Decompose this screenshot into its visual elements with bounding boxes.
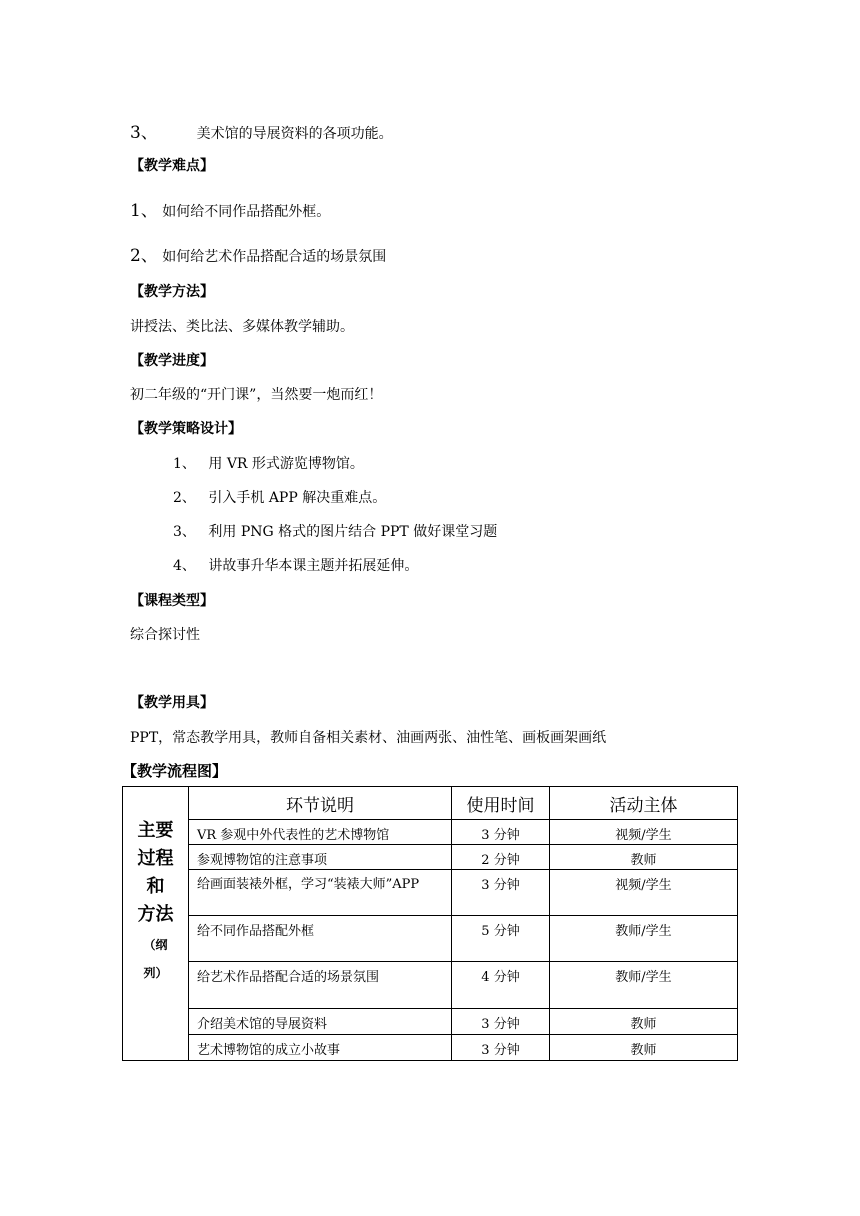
difficulty-item-2-number: 2、 <box>130 246 158 266</box>
row-desc: 参观博物馆的注意事项 <box>189 845 452 870</box>
strategy-item-2-number: 2、 <box>173 490 196 506</box>
row-who: 视频/学生 <box>550 870 738 916</box>
flow-heading: 【教学流程图】 <box>122 762 228 780</box>
table-row <box>123 870 738 916</box>
progress-text: 初二年级的“开门课”，当然要一炮而红！ <box>130 387 383 403</box>
item-3-text: 美术馆的导展资料的各项功能。 <box>196 126 393 142</box>
row-time: 5 分钟 <box>452 916 550 962</box>
difficulty-item-1-number: 1、 <box>130 201 158 221</box>
flow-table <box>122 786 738 1061</box>
strategy-item-3-number: 3、 <box>173 524 196 540</box>
row-time: 4 分钟 <box>452 962 550 1009</box>
table-row <box>123 1035 738 1061</box>
row-who: 教师/学生 <box>550 962 738 1009</box>
strategy-item-2-text: 引入手机 APP 解决重难点。 <box>208 490 387 506</box>
strategy-item-1 <box>173 453 364 473</box>
row-who: 教师 <box>550 845 738 870</box>
flow-side-label <box>123 787 189 1061</box>
side-line-4: 方法 <box>137 904 174 925</box>
course-type-text: 综合探讨性 <box>130 627 200 643</box>
row-time: 3 分钟 <box>452 820 550 845</box>
row-desc: 介绍美术馆的导展资料 <box>189 1009 452 1035</box>
row-who: 教师/学生 <box>550 916 738 962</box>
difficulty-heading: 【教学难点】 <box>130 158 214 174</box>
difficulty-item-1-text: 如何给不同作品搭配外框。 <box>162 204 331 220</box>
table-row <box>123 962 738 1009</box>
strategy-item-3-text: 利用 PNG 格式的图片结合 PPT 做好课堂习题 <box>208 524 498 540</box>
course-type-heading: 【课程类型】 <box>130 593 214 609</box>
header-desc: 环节说明 <box>189 787 452 820</box>
table-row <box>123 1009 738 1035</box>
tools-heading: 【教学用具】 <box>130 695 214 711</box>
difficulty-item-1 <box>130 196 330 221</box>
strategy-item-1-number: 1、 <box>173 456 196 472</box>
table-row <box>123 845 738 870</box>
side-sub-2: 列） <box>143 966 168 980</box>
row-desc: 给画面装裱外框，学习“装裱大师”APP <box>189 870 452 916</box>
row-time: 3 分钟 <box>452 1009 550 1035</box>
strategy-item-2 <box>173 487 386 507</box>
side-line-2: 过程 <box>137 848 174 869</box>
row-desc: 给艺术作品搭配合适的场景氛围 <box>189 962 452 1009</box>
strategy-item-3 <box>173 521 497 541</box>
method-text: 讲授法、类比法、多媒体教学辅助。 <box>130 319 354 335</box>
side-line-1: 主要 <box>137 820 174 841</box>
row-desc: 给不同作品搭配外框 <box>189 916 452 962</box>
item-3-number: 3、 <box>130 123 158 143</box>
flow-table-header-row <box>123 787 738 820</box>
strategy-item-4-number: 4、 <box>173 558 196 574</box>
progress-heading: 【教学进度】 <box>130 353 214 369</box>
header-who: 活动主体 <box>550 787 738 820</box>
strategy-heading: 【教学策略设计】 <box>130 421 242 437</box>
side-sub-1: （纲 <box>143 938 168 952</box>
row-time: 3 分钟 <box>452 1035 550 1061</box>
table-row <box>123 820 738 845</box>
side-line-3: 和 <box>146 876 165 897</box>
difficulty-item-2 <box>130 241 386 266</box>
strategy-item-4 <box>173 555 418 575</box>
row-who: 视频/学生 <box>550 820 738 845</box>
row-who: 教师 <box>550 1035 738 1061</box>
row-time: 3 分钟 <box>452 870 550 916</box>
header-time: 使用时间 <box>452 787 550 820</box>
tools-text: PPT，常态教学用具，教师自备相关素材、油画两张、油性笔、画板画架画纸 <box>130 730 607 746</box>
table-row <box>123 916 738 962</box>
strategy-item-1-text: 用 VR 形式游览博物馆。 <box>208 456 364 472</box>
row-desc: 艺术博物馆的成立小故事 <box>189 1035 452 1061</box>
strategy-item-4-text: 讲故事升华本课主题并拓展延伸。 <box>208 558 419 574</box>
row-who: 教师 <box>550 1009 738 1035</box>
row-time: 2 分钟 <box>452 845 550 870</box>
difficulty-item-2-text: 如何给艺术作品搭配合适的场景氛围 <box>162 249 387 265</box>
method-heading: 【教学方法】 <box>130 284 214 300</box>
item-3 <box>130 118 393 143</box>
row-desc: VR 参观中外代表性的艺术博物馆 <box>189 820 452 845</box>
